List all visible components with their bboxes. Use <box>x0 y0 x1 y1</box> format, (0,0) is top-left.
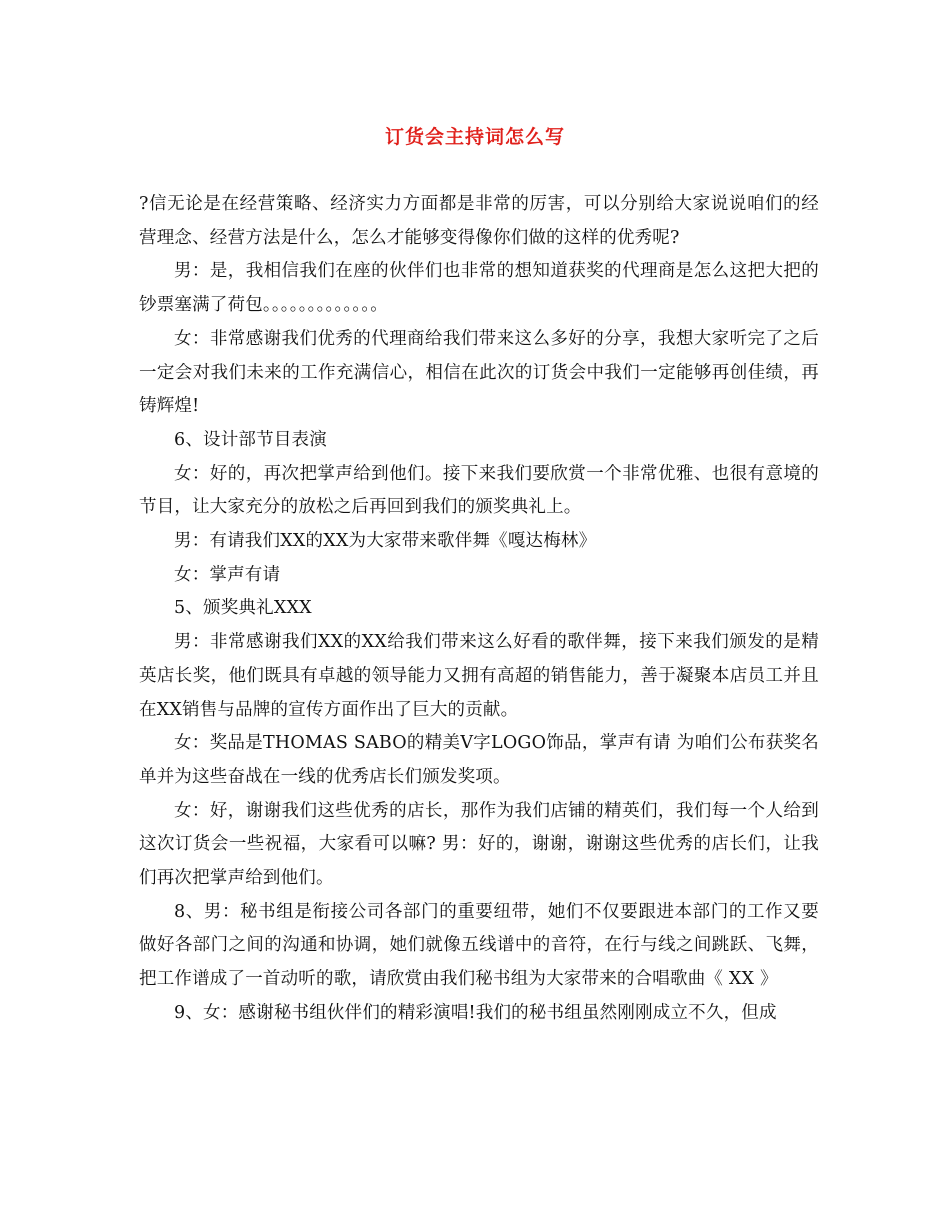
paragraph: 8、男：秘书组是衔接公司各部门的重要纽带，她们不仅要跟进本部门的工作又要做好各部门之间的沟通和协调，她们就像五线谱中的音符，在行与线之间跳跃、飞舞，把工作谱成了一首动听的歌，请欣赏由我们秘书组为大家带来的合唱歌曲《 XX 》 <box>139 901 819 990</box>
paragraph: 男：非常感谢我们XX的XX给我们带来这么好看的歌伴舞，接下来我们颁发的是精英店长奖，他们既具有卓越的领导能力又拥有高超的销售能力，善于凝聚本店员工并且在XX销售与品牌的宣传方面作出了巨大的贡献。 <box>139 632 819 720</box>
section-heading: 5、颁奖典礼XXX <box>174 598 312 619</box>
section-heading: 6、设计部节目表演 <box>174 429 327 450</box>
paragraph: 女：掌声有请 <box>174 564 281 585</box>
paragraph: 女：好，谢谢我们这些优秀的店长，那作为我们店铺的精英们，我们每一个人给到这次订货会一些祝福，大家看可以嘛? 男：好的，谢谢，谢谢这些优秀的店长们，让我们再次把掌声给到他们。 <box>139 800 819 889</box>
paragraph: 男：有请我们XX的XX为大家带来歌伴舞《嘎达梅林》 <box>174 531 597 552</box>
paragraph: 女：奖品是THOMAS SABO的精美V字LOGO饰品，掌声有请 为咱们公布获奖名单并为这些奋战在一线的优秀店长们颁发奖项。 <box>139 733 819 787</box>
paragraph: 女：非常感谢我们优秀的代理商给我们带来这么多好的分享，我想大家听完了之后一定会对我们未来的工作充满信心，相信在此次的订货会中我们一定能够再创佳绩，再铸辉煌! <box>139 328 819 417</box>
paragraph: ?信无论是在经营策略、经济实力方面都是非常的厉害，可以分别给大家说说咱们的经营理念、经营方法是什么，怎么才能够变得像你们做的这样的优秀呢? <box>139 194 819 248</box>
document-body <box>139 188 819 1031</box>
paragraph: 女：好的，再次把掌声给到他们。接下来我们要欣赏一个非常优雅、也很有意境的节目，让大家充分的放松之后再回到我们的颁奖典礼上。 <box>139 463 819 518</box>
paragraph: 9、女：感谢秘书组伙伴们的精彩演唱!我们的秘书组虽然刚刚成立不久，但成 <box>174 1002 777 1023</box>
document-title: 订货会主持词怎么写 <box>384 126 565 148</box>
paragraph: 男：是，我相信我们在座的伙伴们也非常的想知道获奖的代理商是怎么这把大把的钞票塞满了荷包。。。。。。。。。。。。。 <box>139 261 819 316</box>
